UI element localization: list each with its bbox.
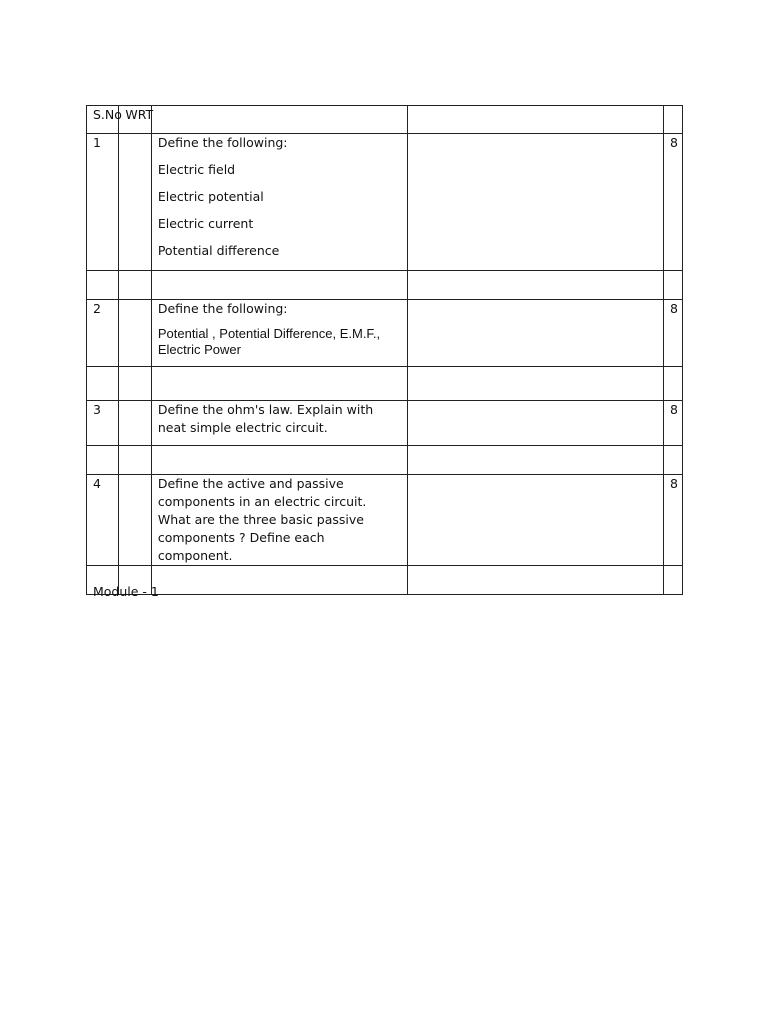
row-marks: 8 — [663, 134, 682, 271]
question-table — [86, 105, 683, 595]
row-wrt — [119, 134, 151, 271]
header-wrt: WRT — [119, 106, 151, 134]
question-item: Potential difference — [157, 243, 280, 258]
question-cell — [151, 134, 407, 271]
spacer-row — [87, 566, 683, 595]
question-title: Define the following: — [157, 135, 288, 150]
spacer-row — [87, 367, 683, 401]
row-wrt — [119, 300, 151, 367]
row-marks: 8 — [663, 475, 682, 566]
row-sno: 3 — [87, 401, 119, 446]
question-item: Electric field — [157, 162, 236, 177]
question-item: Electric potential — [157, 189, 264, 204]
header-question — [151, 106, 407, 134]
row-sno: 4 — [87, 475, 119, 566]
table-row — [87, 475, 683, 566]
question-cell — [151, 475, 407, 566]
table-row — [87, 401, 683, 446]
table-row — [87, 134, 683, 271]
module-label: Module - 1 — [93, 584, 159, 599]
answer-cell — [407, 300, 663, 367]
row-marks: 8 — [663, 300, 682, 367]
header-answer — [407, 106, 663, 134]
answer-cell — [407, 475, 663, 566]
row-sno: 1 — [87, 134, 119, 271]
answer-cell — [407, 134, 663, 271]
row-sno: 2 — [87, 300, 119, 367]
spacer-row — [87, 446, 683, 475]
question-item: Potential , Potential Difference, E.M.F., Electric Power — [157, 326, 381, 357]
question-cell — [151, 401, 407, 446]
row-wrt — [119, 401, 151, 446]
question-cell — [151, 300, 407, 367]
table-row — [87, 300, 683, 367]
header-marks — [663, 106, 682, 134]
row-wrt — [119, 475, 151, 566]
question-title: Define the following: — [157, 301, 288, 316]
header-row — [87, 106, 683, 134]
question-item: Electric current — [157, 216, 254, 231]
question-text: Define the ohm's law. Explain with neat simple electric circuit. — [157, 402, 374, 435]
row-marks: 8 — [663, 401, 682, 446]
header-sno: S.No — [87, 106, 119, 134]
spacer-row — [87, 271, 683, 300]
question-text: Define the active and passive components in an electric circuit. What are the three basic passive components ? Define each component. — [157, 476, 367, 563]
answer-cell — [407, 401, 663, 446]
